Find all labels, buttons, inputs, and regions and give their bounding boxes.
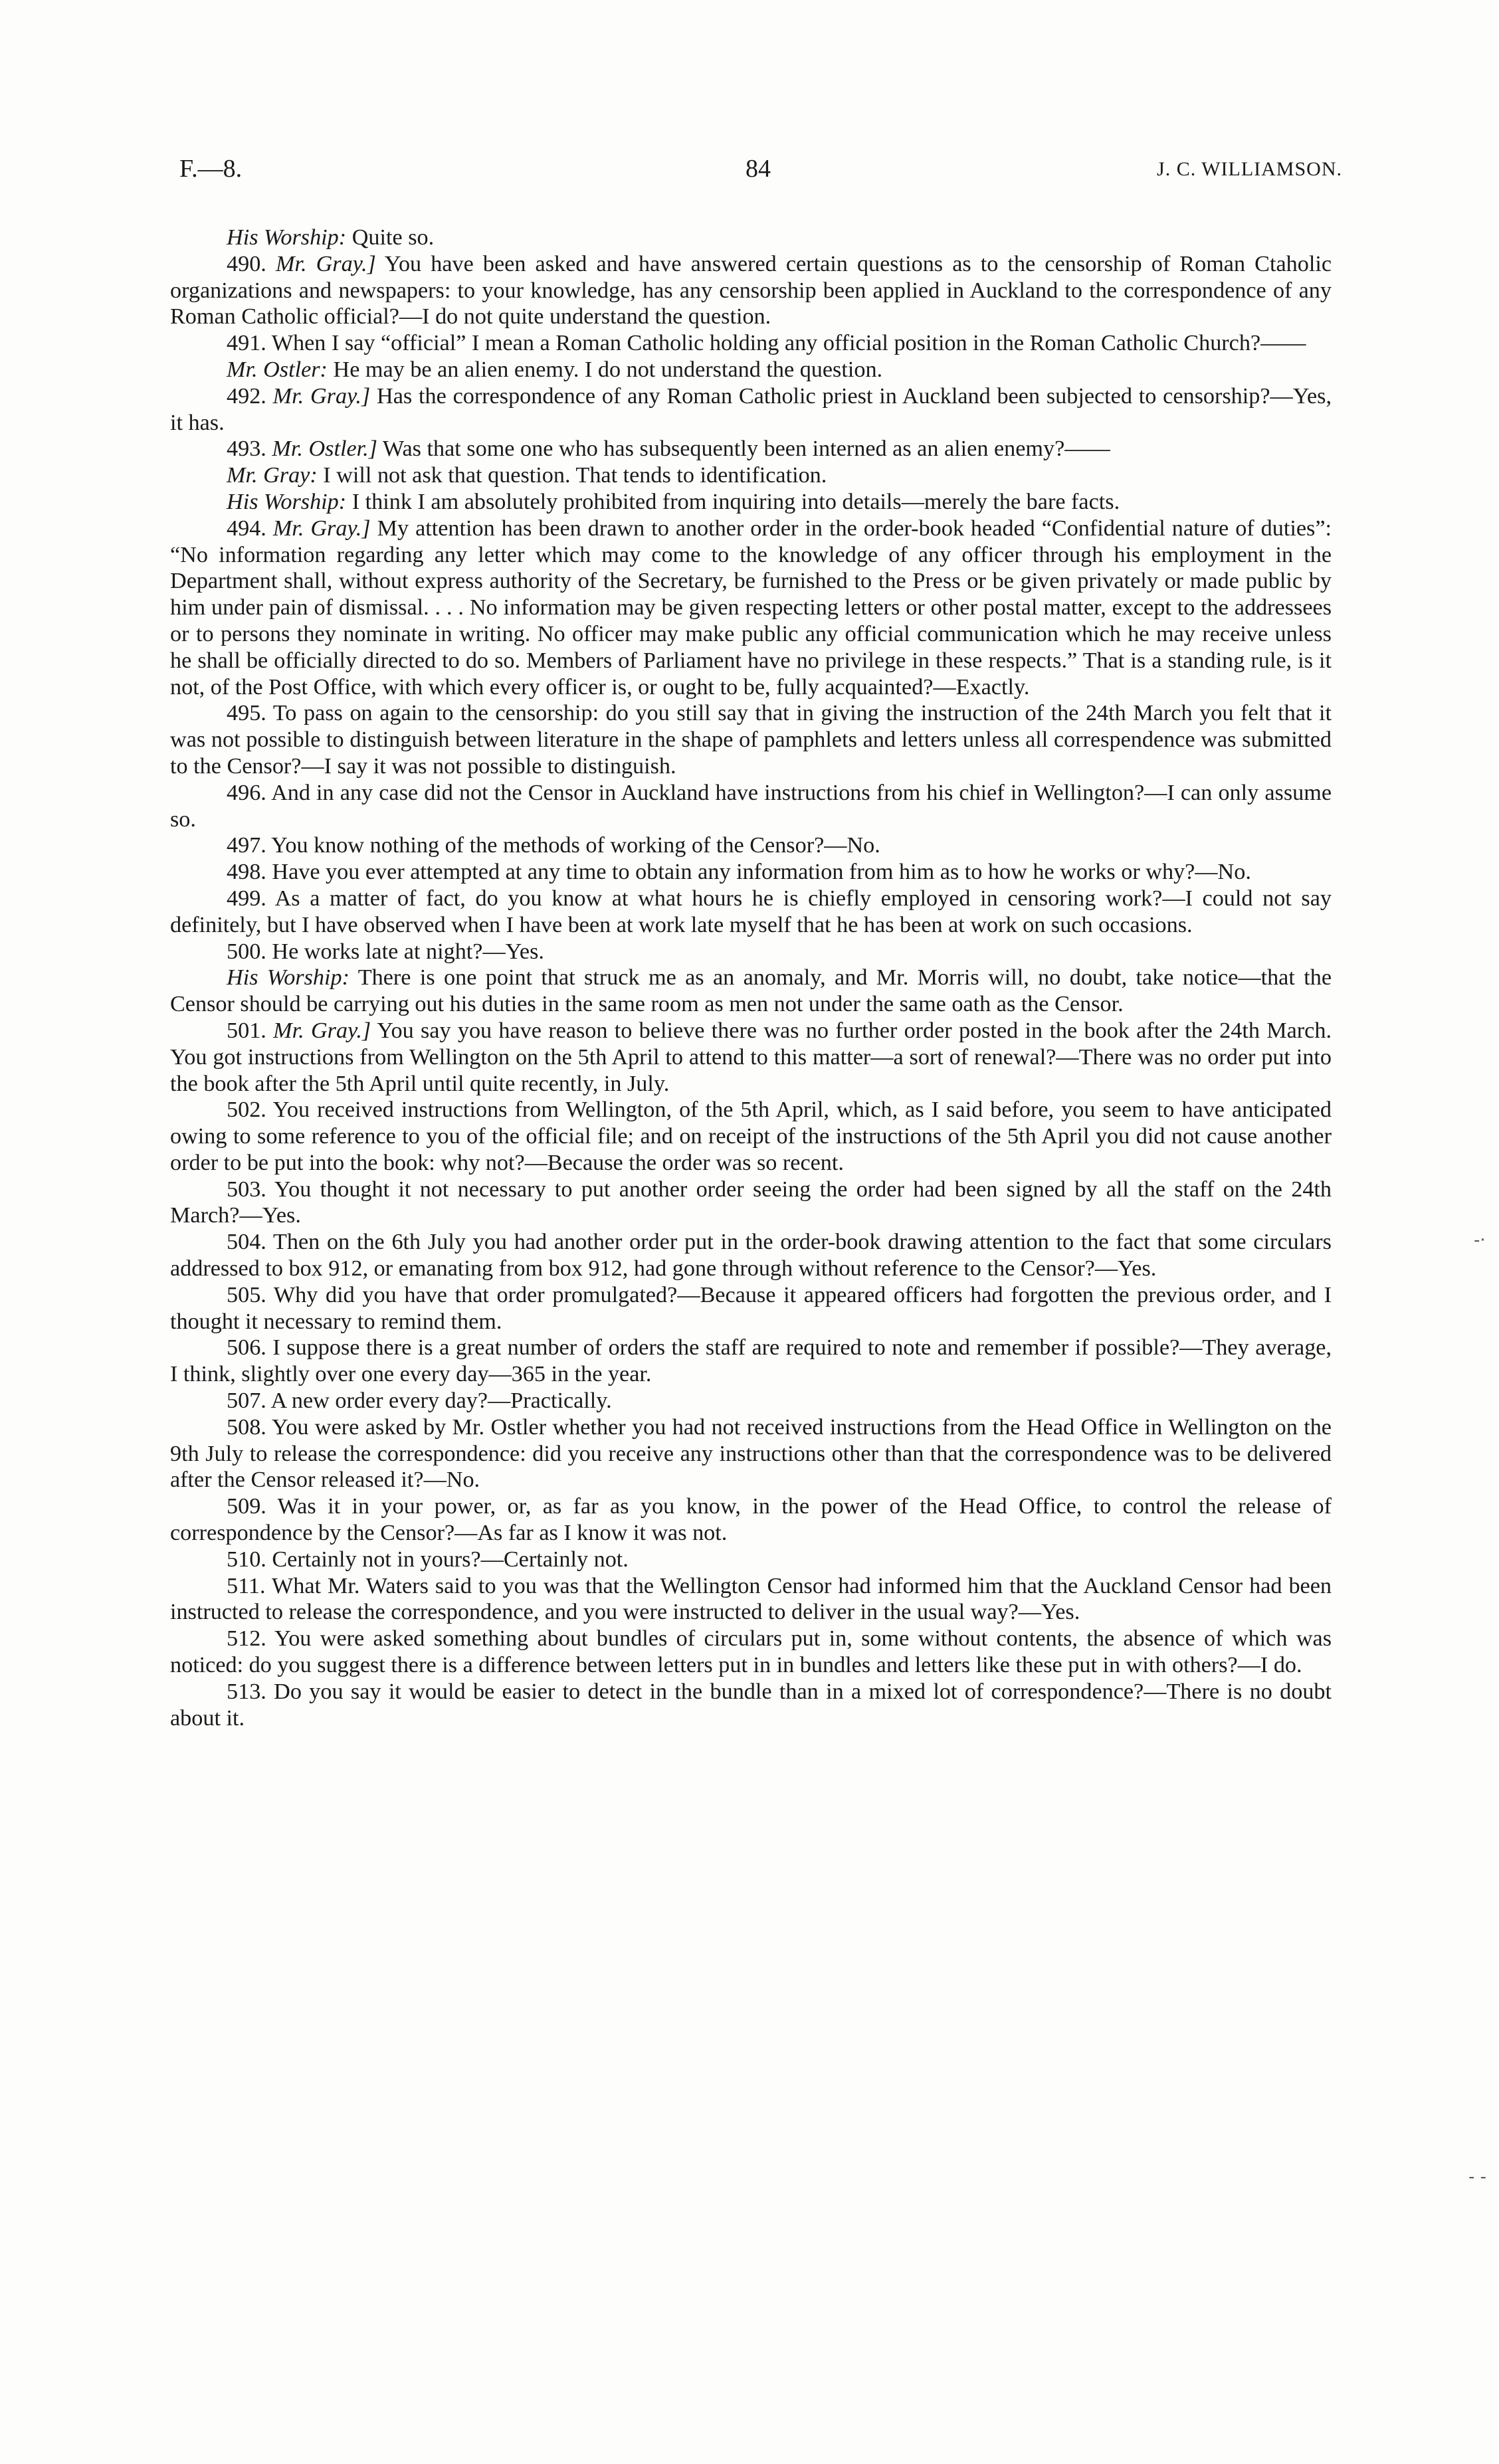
speaker: Mr. Gray: <box>227 463 318 488</box>
question-paragraph <box>170 516 1332 701</box>
paragraph-text: I think I am absolutely prohibited from inquiring into details—merely the bare facts. <box>346 489 1120 514</box>
paragraph-text: You thought it not necessary to put another order seeing the order had been signed by all the staff on the 24th March?—Yes. <box>170 1177 1332 1228</box>
question-paragraph <box>170 1493 1332 1547</box>
question-paragraph <box>170 383 1332 436</box>
paragraph-text: I suppose there is a great number of orders the staff are required to note and remember if possible?—They average, I think, slightly over one every day—365 in the year. <box>170 1335 1332 1387</box>
speaker: Mr. Ostler: <box>227 357 328 382</box>
paragraph-text: When I say “official” I mean a Roman Catholic holding any official position in the Roman Catholic Church?—— <box>271 331 1306 356</box>
paragraph <box>170 965 1332 1018</box>
paragraph-text: Was it in your power, or, as far as you know, in the power of the Head Office, to control the release of correspondence by the Censor?—As far as I know it was not. <box>170 1494 1332 1546</box>
paragraph-text: To pass on again to the censorship: do you still say that in giving the instruction of the 24th March you felt that it was not possible to distinguish between literature in the shape of pamphlets and letters unless all correspendence was submitted to the Censor?—I say it was not possible to distinguish. <box>170 701 1332 779</box>
question-paragraph <box>170 886 1332 939</box>
question-number: 508. <box>227 1414 266 1440</box>
question-paragraph <box>170 1229 1332 1282</box>
paragraph-text: Do you say it would be easier to detect in the bundle than in a mixed lot of correspondence?—There is no doubt about it. <box>170 1679 1332 1731</box>
page-header <box>179 154 1342 194</box>
paragraph-text: I will not ask that question. That tends to identification. <box>317 463 827 488</box>
paragraph <box>170 489 1332 516</box>
witness-name: J. C. WILLIAMSON. <box>1157 158 1342 180</box>
paragraph-text: You say you have reason to believe there was no further order posted in the book after the 24th March. You got instructions from Wellington on the 5th April to attend to this matter—a sort of renewal?—There was no order put into the book after the 5th April until quite recently, in July. <box>170 1018 1332 1096</box>
paragraph-text: You were asked by Mr. Ostler whether you had not received instructions from the Head Office in Wellington on the 9th July to release the correspondence: did you receive any instructions other than that the correspondence was to be delivered after the Censor released it?—No. <box>170 1414 1332 1493</box>
paragraph <box>170 462 1332 489</box>
question-number: 512. <box>227 1626 266 1652</box>
question-number: 499. <box>227 886 266 911</box>
speaker: Mr. Gray.] <box>273 1018 371 1043</box>
question-number: 490. <box>227 251 266 276</box>
paragraph-text: What Mr. Waters said to you was that the Wellington Censor had informed him that the Auckland Censor had been instructed to release the correspondence, and you were instructed to deliver in the usual way?—Yes. <box>170 1573 1332 1625</box>
paragraph-text: You received instructions from Wellington, of the 5th April, which, as I said before, you seem to have anticipated owing to some reference to you of the official file; and on receipt of the instructions of the 5th April you did not cause another order to be put into the book: why not?—Because the order was so recent. <box>170 1097 1332 1175</box>
page-number: 84 <box>746 155 771 183</box>
question-paragraph <box>170 1626 1332 1679</box>
question-number: 495. <box>227 701 266 726</box>
question-paragraph <box>170 939 1332 965</box>
question-number: 510. <box>227 1547 266 1572</box>
question-paragraph <box>170 251 1332 330</box>
paragraph-text: Certainly not in yours?—Certainly not. <box>272 1547 629 1572</box>
question-number: 498. <box>227 860 266 885</box>
question-paragraph <box>170 700 1332 779</box>
document-body <box>170 225 1332 1731</box>
question-number: 492. <box>227 383 266 409</box>
question-paragraph <box>170 859 1332 886</box>
question-paragraph <box>170 1388 1332 1414</box>
question-paragraph <box>170 1018 1332 1097</box>
question-number: 506. <box>227 1335 266 1361</box>
question-paragraph <box>170 330 1332 357</box>
question-number: 501. <box>227 1018 266 1043</box>
speaker: Mr. Gray.] <box>275 251 376 276</box>
question-paragraph <box>170 436 1332 462</box>
question-paragraph <box>170 1679 1332 1732</box>
paragraph-text: A new order every day?—Practically. <box>270 1388 612 1414</box>
question-paragraph <box>170 1414 1332 1493</box>
question-number: 505. <box>227 1282 266 1307</box>
question-number: 513. <box>227 1679 266 1704</box>
paragraph-text: As a matter of fact, do you know at what hours he is chiefly employed in censoring work?—I could not say definitely, but I have observed when I have been at work late myself that he has been at work on such occasions. <box>170 886 1332 937</box>
paragraph-text: He may be an alien enemy. I do not understand the question. <box>327 357 883 382</box>
paragraph-text: My attention has been drawn to another order in the order-book headed “Confidential nature of duties”: “No information regarding any letter which may come to the knowledge of any officer through his employment in the Department shall, without express authority of the Secretary, be furnished to the Press or be given privately or made public by him under pain of dismissal. . . . No information may be given respecting letters or other postal matter, except to the addressees or to persons they nominate in writing. No officer may make public any official communication which he may receive unless he shall be officially directed to do so. Members of Parliament have no privilege in these respects.” That is a standing rule, is it not, of the Post Office, with which every officer is, or ought to be, fully acquainted?—Exactly. <box>170 516 1332 700</box>
speaker: His Worship: <box>227 489 347 514</box>
question-number: 504. <box>227 1230 266 1255</box>
question-paragraph <box>170 1097 1332 1176</box>
margin-mark: -· <box>1474 1230 1486 1250</box>
question-number: 493. <box>227 436 266 462</box>
paragraph-text: Has the correspondence of any Roman Catholic priest in Auckland been subjected to censorship?—Yes, it has. <box>170 383 1332 435</box>
question-number: 497. <box>227 833 266 858</box>
speaker: His Worship: <box>227 225 347 250</box>
question-paragraph <box>170 832 1332 859</box>
speaker: His Worship: <box>227 965 350 991</box>
paper-reference: F.—8. <box>179 155 243 183</box>
question-number: 500. <box>227 939 266 964</box>
question-paragraph <box>170 1335 1332 1388</box>
question-number: 509. <box>227 1494 266 1519</box>
question-paragraph <box>170 1547 1332 1573</box>
paragraph-text: And in any case did not the Censor in Auckland have instructions from his chief in Wellington?—I can only assume so. <box>170 780 1332 832</box>
paragraph-text: Quite so. <box>346 225 435 250</box>
paragraph <box>170 225 1332 251</box>
question-number: 511. <box>227 1573 266 1598</box>
question-paragraph <box>170 780 1332 833</box>
paragraph-text: Then on the 6th July you had another order put in the order-book drawing attention to the fact that some circulars addressed to box 912, or emanating from box 912, had gone through without reference to the Censor?—Yes. <box>170 1230 1332 1281</box>
question-number: 494. <box>227 516 266 541</box>
question-paragraph <box>170 1282 1332 1335</box>
speaker: Mr. Gray.] <box>272 516 371 541</box>
question-number: 503. <box>227 1177 266 1202</box>
paragraph-text: He works late at night?—Yes. <box>272 939 544 964</box>
question-paragraph <box>170 1177 1332 1230</box>
paragraph-text: Why did you have that order promulgated?—Because it appeared officers had forgotten the previous order, and I thought it necessary to remind them. <box>170 1282 1332 1334</box>
paragraph-text: You know nothing of the methods of working of the Censor?—No. <box>271 833 880 858</box>
question-paragraph <box>170 1573 1332 1626</box>
paragraph-text: You have been asked and have answered certain questions as to the censorship of Roman Ctaholic organizations and newspapers: to your knowledge, has any censorship been applied in Auckland to the correspondence of any Roman Catholic official?—I do not quite understand the question. <box>170 251 1332 330</box>
paragraph <box>170 357 1332 383</box>
margin-mark: - - <box>1468 2167 1487 2187</box>
paragraph-text: There is one point that struck me as an anomaly, and Mr. Morris will, no doubt, take notice—that the Censor should be carrying out his duties in the same room as men not under the same oath as the Censor. <box>170 965 1332 1017</box>
speaker: Mr. Gray.] <box>272 383 371 409</box>
question-number: 491. <box>227 331 266 356</box>
paragraph-text: You were asked something about bundles of circulars put in, some without contents, the absence of which was noticed: do you suggest there is a difference between letters put in in bundles and letters like these put in with others?—I do. <box>170 1626 1332 1678</box>
question-number: 507. <box>227 1388 266 1414</box>
speaker: Mr. Ostler.] <box>272 436 377 462</box>
paragraph-text: Have you ever attempted at any time to obtain any information from him as to how he works or why?—No. <box>272 860 1251 885</box>
question-number: 496. <box>227 780 266 805</box>
question-number: 502. <box>227 1097 266 1123</box>
paragraph-text: Was that some one who has subsequently been interned as an alien enemy?—— <box>377 436 1110 462</box>
